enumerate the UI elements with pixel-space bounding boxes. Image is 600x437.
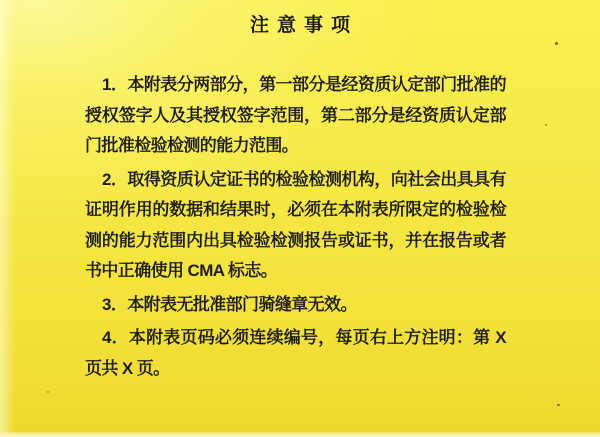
note-item-2: 2．取得资质认定证书的检验检测机构，向社会出具具有证明作用的数据和结果时，必须在本附表所限定的检验检测的能力范围内出具检验检测报告或证书，并在报告或者书中正确使用 CMA 标志。 — [85, 169, 506, 280]
notes-body — [85, 70, 506, 387]
note-item-1: 1．本附表分两部分，第一部分是经资质认定部门批准的授权签字人及其授权签字范围，第二部分是经资质认定部门批准检验检测的能力范围。 — [85, 75, 506, 155]
scan-speck — [545, 124, 547, 126]
scan-speck — [47, 391, 49, 393]
scan-speck — [555, 42, 558, 45]
page-bottom-edge — [0, 432, 600, 437]
scan-speck — [557, 404, 560, 406]
note-item-4: 4．本附表页码必须连续编号，每页右上方注明：第 X 页共 X 页。 — [85, 328, 506, 378]
note-item-3: 3．本附表无批准部门骑缝章无效。 — [102, 294, 357, 314]
page-title: 注意事项 — [249, 15, 358, 36]
